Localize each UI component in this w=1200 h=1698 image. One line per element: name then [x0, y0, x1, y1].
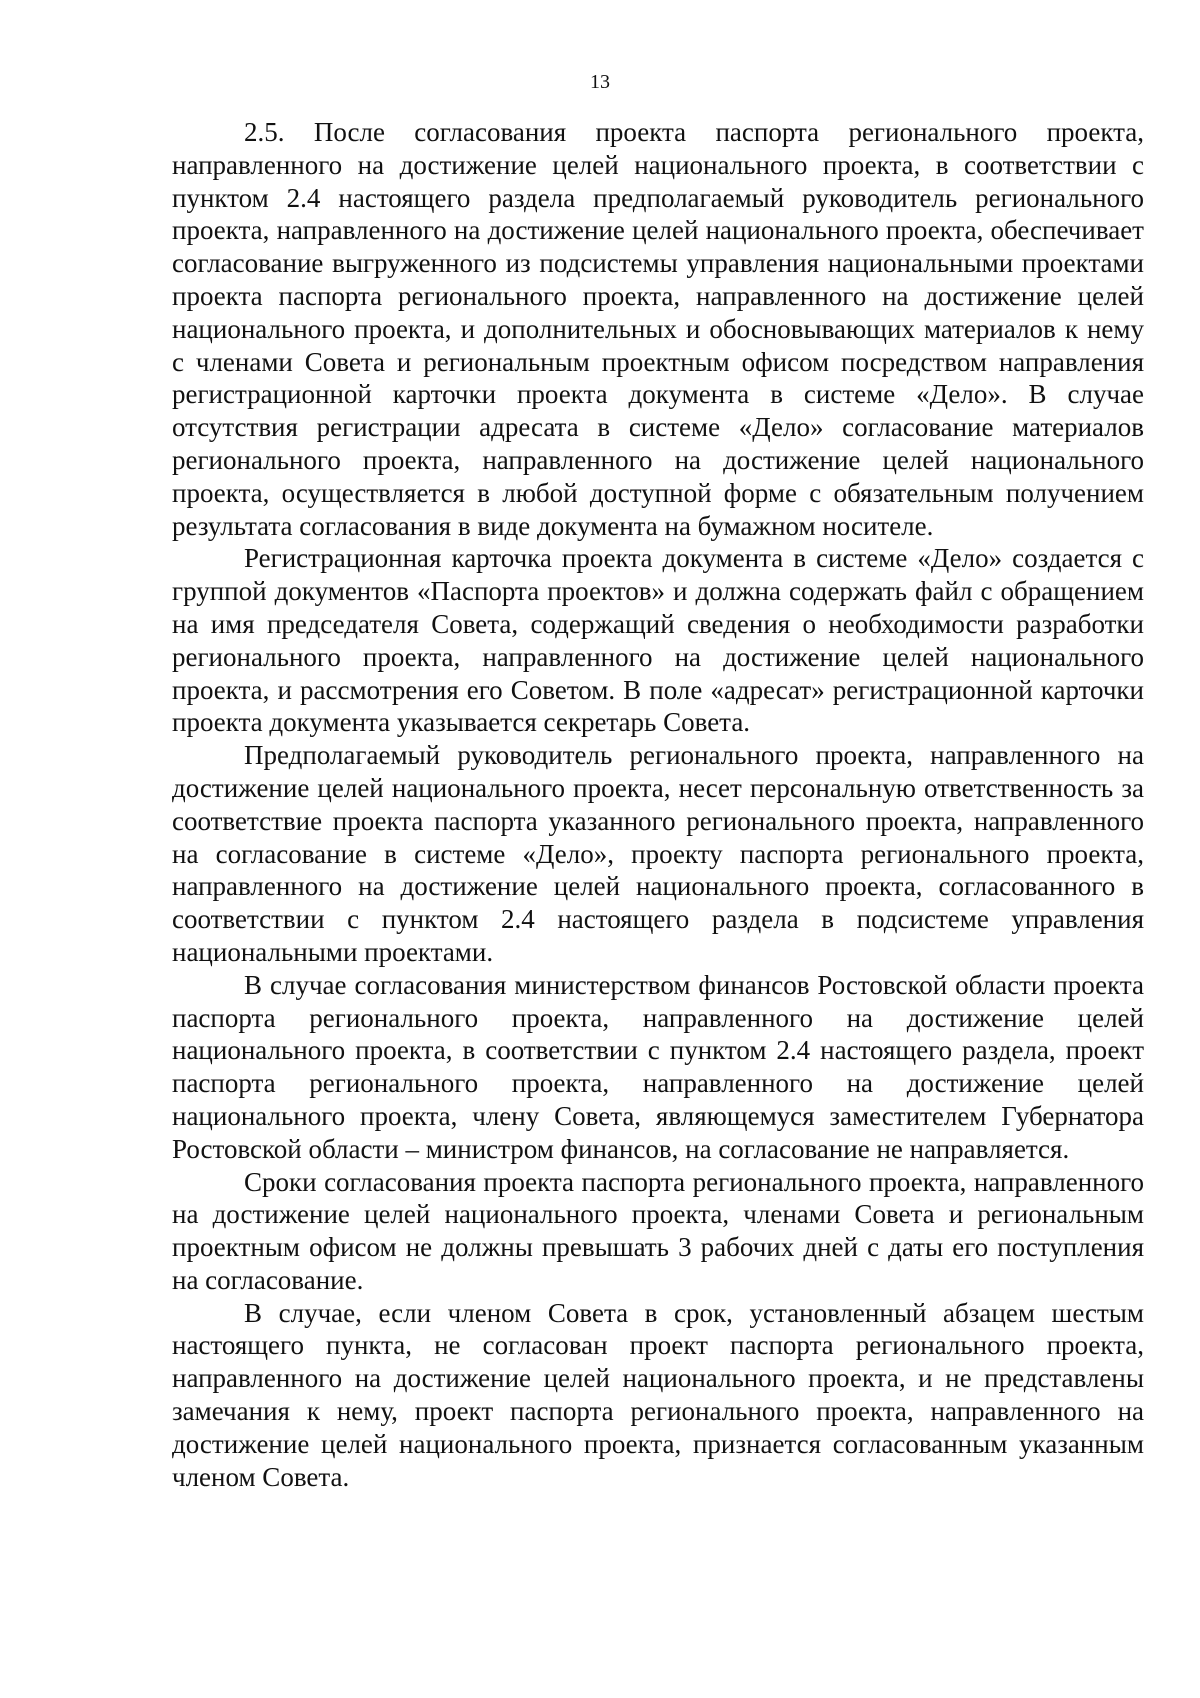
paragraph-deemed-approved: В случае, если членом Совета в срок, установленный абзацем шестым настоящего пункта, не согласован проект паспорта регионального проекта, направленного на достижение целей национального проекта, и не представлены замечания к нему, проект паспорта регионального проекта, направленного на достижение целей национального проекта, признается согласованным указанным членом Совета.: [172, 1297, 1144, 1492]
paragraph-2-5: 2.5. После согласования проекта паспорта регионального проекта, направленного на достижение целей национального проекта, в соответствии с пунктом 2.4 настоящего раздела предполагаемый руководитель регионального проекта, направленного на достижение целей национального проекта, обеспечивает согласование выгруженного из подсистемы управления национальными проектами проекта паспорта регионального проекта, направленного на достижение целей национального проекта, и дополнительных и обосновывающих материалов к нему с членами Совета и региональным проектным офисом посредством направления регистрационной карточки проекта документа в системе «Дело». В случае отсутствия регистрации адресата в системе «Дело» согласование материалов регионального проекта, направленного на достижение целей национального проекта, осуществляется в любой доступной форме с обязательным получением результата согласования в виде документа на бумажном носителе.: [172, 117, 1144, 541]
document-body: [172, 116, 1144, 1493]
paragraph-ministry-of-finance: В случае согласования министерством финансов Ростовской области проекта паспорта регионального проекта, направленного на достижение целей национального проекта, в соответствии с пунктом 2.4 настоящего раздела, проект паспорта регионального проекта, направленного на достижение целей национального проекта, члену Совета, являющемуся заместителем Губернатора Ростовской области – министром финансов, на согласование не направляется.: [172, 969, 1144, 1164]
page-number: 13: [590, 71, 610, 93]
paragraph-registration-card: Регистрационная карточка проекта документа в системе «Дело» создается с группой документов «Паспорта проектов» и должна содержать файл с обращением на имя председателя Совета, содержащий сведения о необходимости разработки регионального проекта, направленного на достижение целей национального проекта, и рассмотрения его Советом. В поле «адресат» регистрационной карточки проекта документа указывается секретарь Совета.: [172, 543, 1144, 738]
paragraph-project-leader-responsibility: Предполагаемый руководитель регионального проекта, направленного на достижение целей национального проекта, несет персональную ответственность за соответствие проекта паспорта указанного регионального проекта, направленного на согласование в системе «Дело», проекту паспорта регионального проекта, направленного на достижение целей национального проекта, согласованного в соответствии с пунктом 2.4 настоящего раздела в подсистеме управления национальными проектами.: [172, 740, 1144, 967]
paragraph-approval-deadline: Сроки согласования проекта паспорта регионального проекта, направленного на достижение целей национального проекта, членами Совета и региональным проектным офисом не должны превышать 3 рабочих дней с даты его поступления на согласование.: [172, 1166, 1144, 1295]
